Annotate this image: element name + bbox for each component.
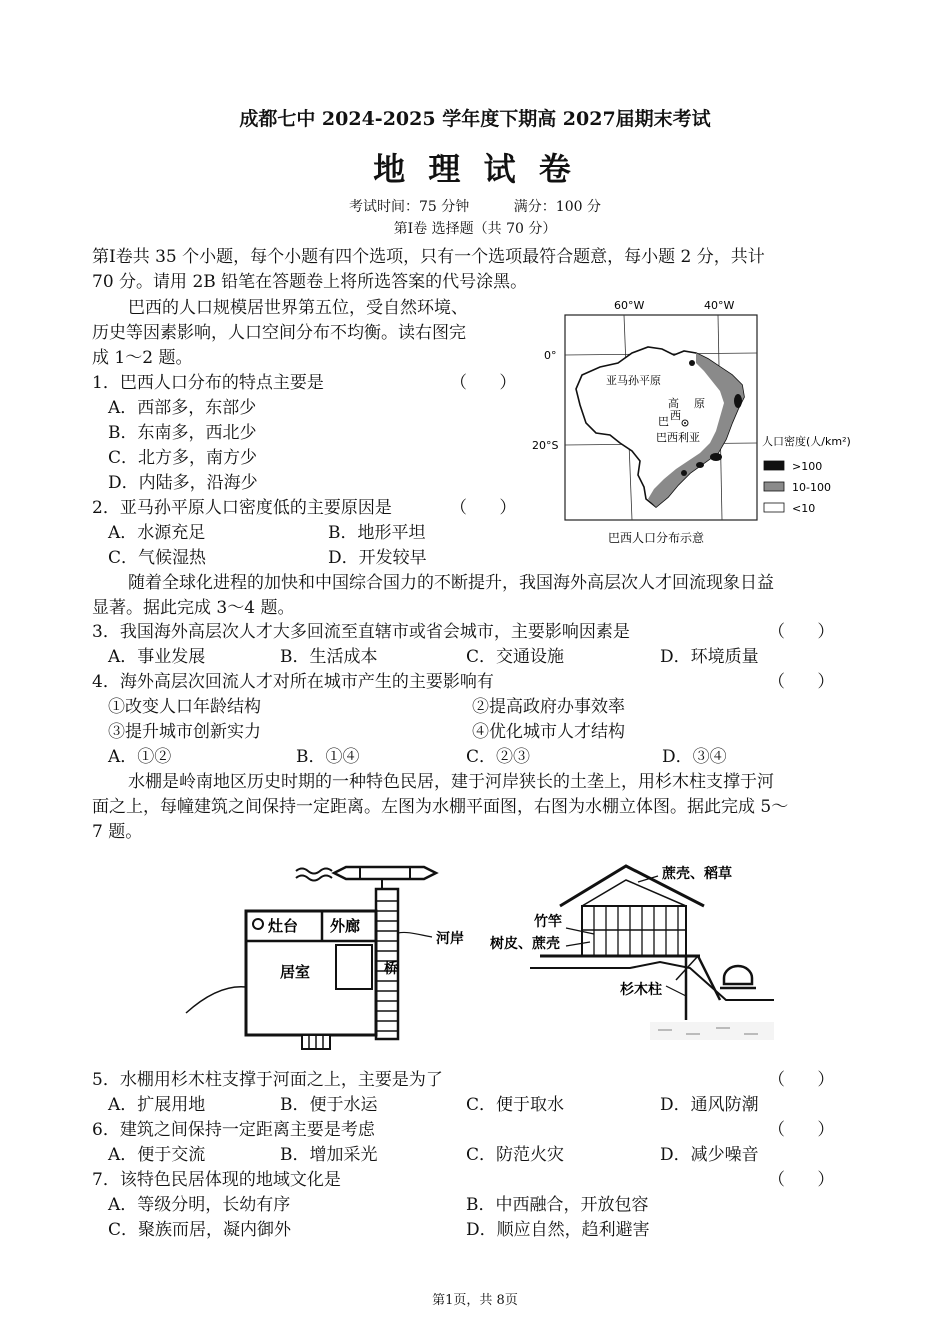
density-high-dot bbox=[710, 453, 722, 461]
water-shed-elevation bbox=[490, 850, 790, 1050]
passage3-line-3: 7 题。 bbox=[92, 822, 143, 842]
legend-title: 人口密度(人/km²) bbox=[762, 435, 851, 448]
water-shed-floor-plan bbox=[186, 845, 486, 1055]
q5-bracket: （ ） bbox=[768, 1070, 835, 1090]
bed-furniture bbox=[336, 945, 372, 989]
exam-info: 考试时间：75 分钟 满分：100 分 bbox=[349, 199, 601, 215]
q1-bracket: （ ） bbox=[450, 373, 517, 393]
capital-label: 巴西利亚 bbox=[656, 431, 700, 444]
instructions-line-1: 第Ⅰ卷共 35 个小题，每个小题有四个选项，只有一个选项最符合题意，每小题 2 分，共计 bbox=[92, 247, 765, 267]
q1-option-b[interactable]: B．东南多，西北少 bbox=[108, 423, 257, 443]
passage1-line-3: 成 1～2 题。 bbox=[92, 348, 193, 368]
passage2-line-1: 随着全球化进程的加快和中国综合国力的不断提升，我国海外高层次人才回流现象日益 bbox=[128, 573, 774, 593]
q3-option-a[interactable]: A．事业发展 bbox=[108, 647, 206, 667]
q2-option-a[interactable]: A．水源充足 bbox=[108, 523, 206, 543]
corridor-label: 外廊 bbox=[330, 917, 361, 935]
country-label-1: 巴 bbox=[658, 415, 669, 428]
house-walls bbox=[582, 906, 686, 956]
q3-bracket: （ ） bbox=[768, 622, 835, 642]
passage2-line-2: 显著。据此完成 3～4 题。 bbox=[92, 598, 295, 618]
legend-swatch-low bbox=[764, 503, 784, 512]
stove-label: 灶台 bbox=[268, 917, 299, 935]
bamboo-label: 竹竿 bbox=[534, 914, 562, 930]
subject-title: 地 理 试 卷 bbox=[373, 150, 577, 188]
boat-shape bbox=[334, 867, 436, 879]
stove-icon bbox=[253, 919, 263, 929]
q6-stem: 6．建筑之间保持一定距离主要是考虑 bbox=[92, 1120, 375, 1140]
instructions-line-2: 70 分。请用 2B 铅笔在答题卷上将所选答案的代号涂黑。 bbox=[92, 272, 528, 292]
lat-label-bottom: 20°S bbox=[532, 439, 559, 452]
q1-option-a[interactable]: A．西部多，东部少 bbox=[108, 398, 257, 418]
legend-swatch-mid bbox=[764, 482, 784, 491]
q4-statement-2: ②提高政府办事效率 bbox=[472, 697, 625, 717]
water-wave bbox=[296, 876, 332, 881]
passage1-line-2: 历史等因素影响，人口空间分布不均衡。读右图完 bbox=[92, 323, 466, 343]
boat-shape bbox=[724, 966, 752, 984]
q1-option-d[interactable]: D．内陆多，沿海少 bbox=[108, 473, 258, 493]
roof-material-label: 蔗壳、稻草 bbox=[662, 866, 732, 882]
q3-option-c[interactable]: C．交通设施 bbox=[466, 647, 565, 667]
density-high-dot bbox=[681, 470, 687, 476]
plateau-label-2: 原 bbox=[694, 397, 705, 410]
density-high-dot bbox=[689, 360, 695, 366]
room-label: 居室 bbox=[280, 963, 311, 981]
q4-statement-4: ④优化城市人才结构 bbox=[472, 722, 625, 742]
passage3-line-1: 水棚是岭南地区历史时期的一种特色民居，建于河岸狭长的土垄上，用杉木柱支撑于河 bbox=[128, 772, 774, 792]
q3-option-d[interactable]: D．环境质量 bbox=[660, 647, 759, 667]
q6-option-a[interactable]: A．便于交流 bbox=[108, 1145, 206, 1165]
q2-option-b[interactable]: B．地形平坦 bbox=[328, 523, 426, 543]
q5-stem: 5．水棚用杉木柱支撑于河面之上，主要是为了 bbox=[92, 1070, 443, 1090]
q7-option-a[interactable]: A．等级分明，长幼有序 bbox=[108, 1195, 291, 1215]
q6-option-c[interactable]: C．防范火灾 bbox=[466, 1145, 565, 1165]
bark-label: 树皮、蔗壳 bbox=[490, 936, 560, 952]
capital-marker-dot bbox=[684, 422, 686, 424]
q2-stem: 2．亚马孙平原人口密度低的主要原因是 bbox=[92, 498, 392, 518]
q6-option-d[interactable]: D．减少噪音 bbox=[660, 1145, 759, 1165]
plateau-label-1: 高 bbox=[668, 397, 679, 410]
q3-option-b[interactable]: B．生活成本 bbox=[280, 647, 378, 667]
density-high-dot bbox=[734, 394, 742, 408]
q3-stem: 3．我国海外高层次人才大多回流至直辖市或省会城市，主要影响因素是 bbox=[92, 622, 630, 642]
legend-label-low: <10 bbox=[792, 502, 816, 515]
q2-option-c[interactable]: C．气候湿热 bbox=[108, 548, 207, 568]
lon-label-left: 60°W bbox=[614, 299, 645, 312]
amazon-plain-label: 亚马孙平原 bbox=[606, 374, 661, 387]
q7-option-d[interactable]: D．顺应自然，趋利避害 bbox=[466, 1220, 650, 1240]
bridge-label: 桥 bbox=[384, 961, 398, 977]
q4-stem: 4．海外高层次回流人才对所在城市产生的主要影响有 bbox=[92, 672, 494, 692]
q6-bracket: （ ） bbox=[768, 1120, 835, 1140]
q2-bracket: （ ） bbox=[450, 498, 517, 518]
lat-label-top: 0° bbox=[544, 349, 557, 362]
map-caption: 巴西人口分布示意 bbox=[608, 531, 705, 545]
q7-option-b[interactable]: B．中西融合，开放包容 bbox=[466, 1195, 649, 1215]
school-exam-title: 成都七中 2024-2025 学年度下期高 2027届期末考试 bbox=[239, 108, 711, 130]
q7-option-c[interactable]: C．聚族而居，凝内御外 bbox=[108, 1220, 292, 1240]
pillar-label: 杉木柱 bbox=[620, 982, 662, 998]
q6-option-b[interactable]: B．增加采光 bbox=[280, 1145, 378, 1165]
legend-swatch-high bbox=[764, 461, 784, 470]
pillar-pointer bbox=[666, 986, 686, 996]
passage3-line-2: 面之上，每幢建筑之间保持一定距离。左图为水棚平面图，右图为水棚立体图。据此完成 5～ bbox=[92, 797, 789, 817]
q4-statement-1: ①改变人口年龄结构 bbox=[108, 697, 261, 717]
q5-option-c[interactable]: C．便于取水 bbox=[466, 1095, 565, 1115]
country-label-2: 西 bbox=[670, 409, 681, 422]
q1-stem: 1．巴西人口分布的特点主要是 bbox=[92, 373, 324, 393]
q4-option-a[interactable]: A．①② bbox=[108, 747, 172, 767]
page-number: 第1页，共 8页 bbox=[432, 1293, 518, 1308]
q4-option-b[interactable]: B．①④ bbox=[296, 747, 360, 767]
lon-label-right: 40°W bbox=[704, 299, 735, 312]
brazil-population-map bbox=[532, 293, 870, 555]
density-high-dot bbox=[696, 462, 704, 468]
q4-bracket: （ ） bbox=[768, 672, 835, 692]
q5-option-a[interactable]: A．扩展用地 bbox=[108, 1095, 206, 1115]
q7-stem: 7．该特色民居体现的地域文化是 bbox=[92, 1170, 341, 1190]
section-title: 第Ⅰ卷 选择题（共 70 分） bbox=[393, 221, 557, 237]
q4-statement-3: ③提升城市创新实力 bbox=[108, 722, 261, 742]
riverbank-label: 河岸 bbox=[436, 931, 464, 947]
q5-option-d[interactable]: D．通风防潮 bbox=[660, 1095, 759, 1115]
legend-label-mid: 10-100 bbox=[792, 481, 831, 494]
q2-option-d[interactable]: D．开发较早 bbox=[328, 548, 427, 568]
q1-option-c[interactable]: C．北方多，南方少 bbox=[108, 448, 258, 468]
water-wave bbox=[296, 869, 332, 874]
q5-option-b[interactable]: B．便于水运 bbox=[280, 1095, 378, 1115]
legend-label-high: >100 bbox=[792, 460, 823, 473]
riverbank-pointer bbox=[398, 932, 432, 937]
q4-option-d[interactable]: D．③④ bbox=[662, 747, 727, 767]
riverbank-line bbox=[186, 987, 246, 1013]
q4-option-c[interactable]: C．②③ bbox=[466, 747, 531, 767]
q7-bracket: （ ） bbox=[768, 1170, 835, 1190]
passage1-line-1: 巴西的人口规模居世界第五位，受自然环境、 bbox=[128, 298, 468, 318]
